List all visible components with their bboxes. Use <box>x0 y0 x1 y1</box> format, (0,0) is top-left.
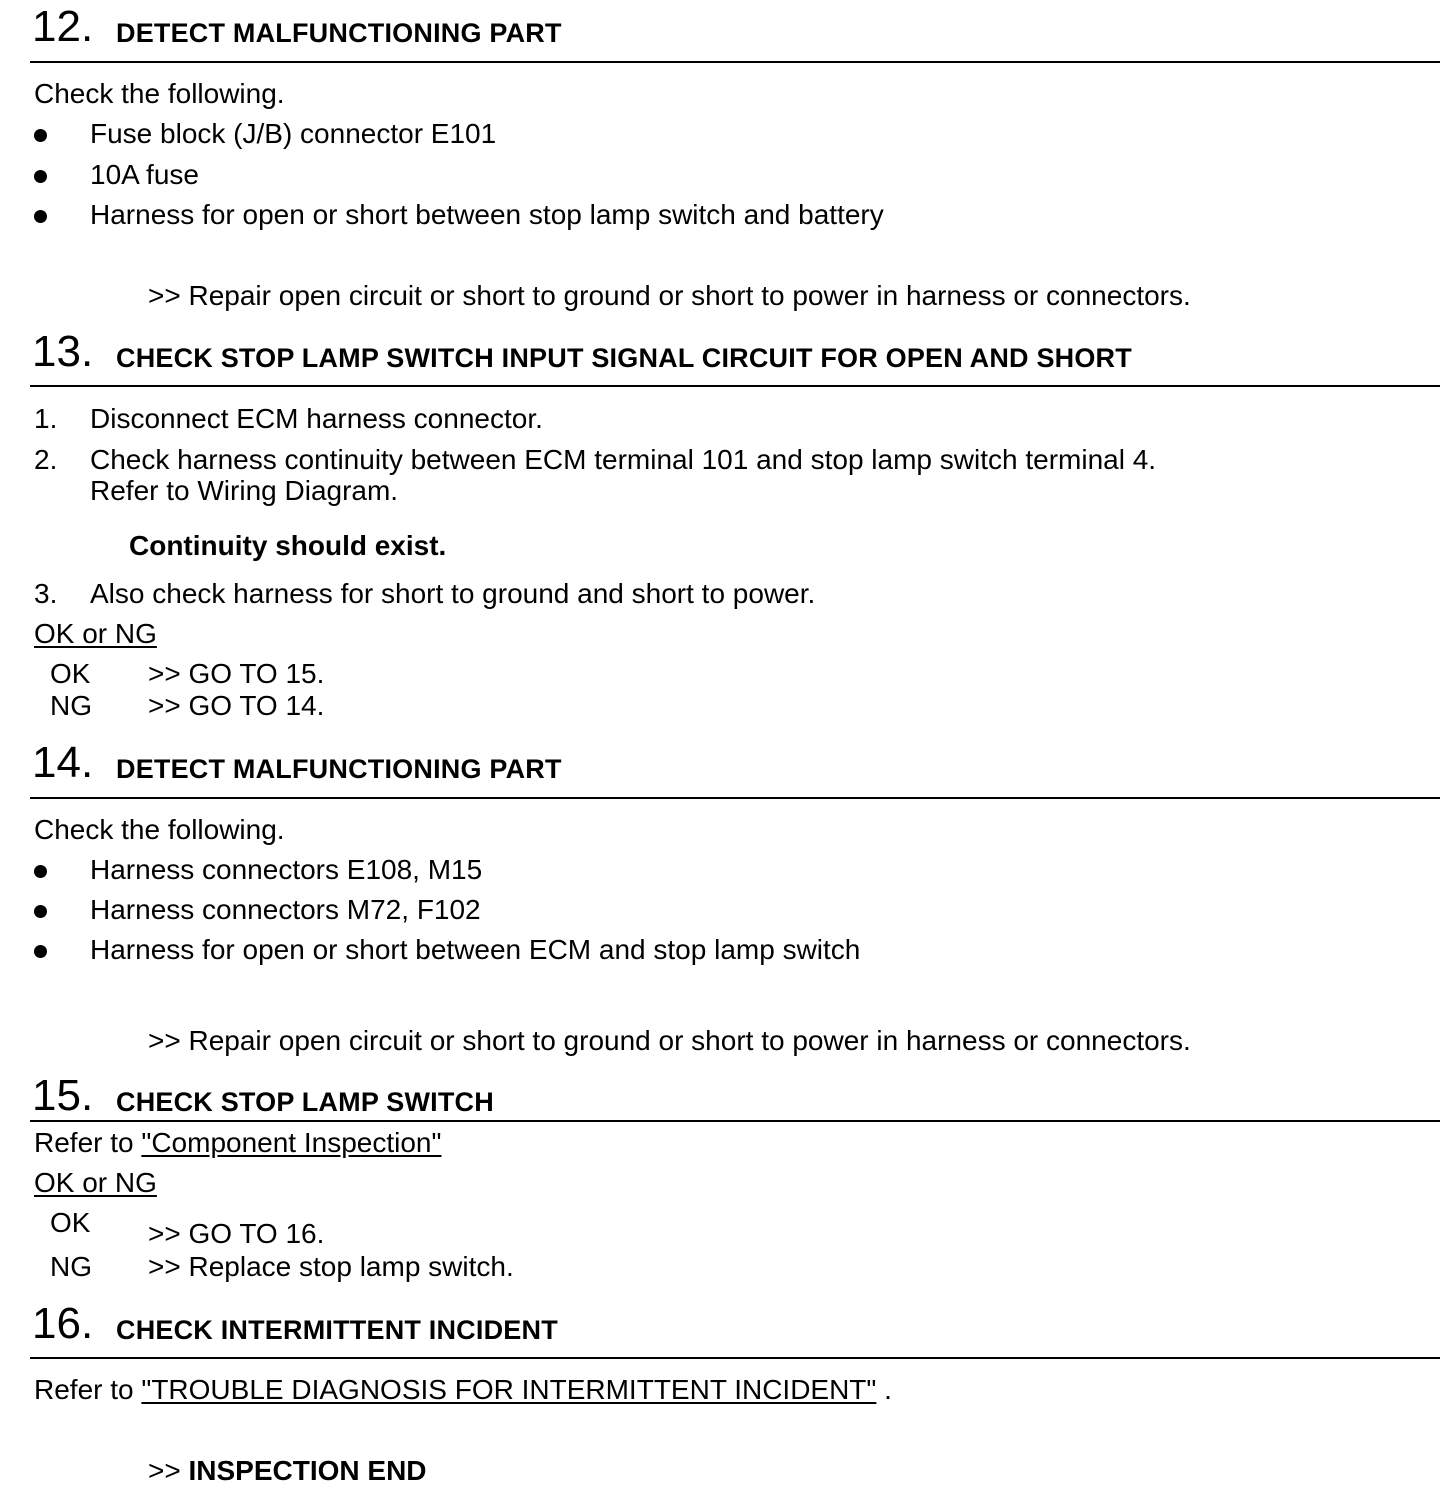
step-16-refer <box>34 1376 892 1404</box>
step-14-item-2: Harness connectors M72, F102 <box>90 894 481 925</box>
step-13-step-3: Also check harness for short to ground and short to power. <box>90 578 816 609</box>
step-13-result-ng-key: NG <box>50 690 92 721</box>
step-15-result-ok-key: OK <box>50 1207 91 1238</box>
step-16-number: 16. <box>32 1299 94 1348</box>
step-13-okng-label: OK or NG <box>34 618 157 649</box>
inspection-end-prefix: >> <box>148 1455 181 1486</box>
step-13-number: 13. <box>32 327 94 376</box>
step-13-step-2-number: 2. <box>34 444 58 475</box>
step-12-rule <box>30 61 1440 63</box>
step-15-result-ng-key: NG <box>50 1251 92 1282</box>
bullet-icon <box>34 905 47 918</box>
step-15-okng-label: OK or NG <box>34 1167 157 1198</box>
component-inspection-link[interactable]: "Component Inspection" <box>141 1127 442 1158</box>
step-15-number: 15. <box>32 1071 94 1120</box>
bullet-icon <box>34 170 47 183</box>
step-15-rule <box>30 1120 1440 1122</box>
bullet-icon <box>34 865 47 878</box>
inspection-end-label: INSPECTION END <box>188 1455 427 1486</box>
step-13-step-2: Check harness continuity between ECM terminal 101 and stop lamp switch terminal 4. <box>90 444 1157 475</box>
step-13-step-2-ref: Refer to Wiring Diagram. <box>90 475 399 506</box>
step-14-item-3: Harness for open or short between ECM and stop lamp switch <box>90 934 861 965</box>
bullet-icon <box>34 129 47 142</box>
inspection-end <box>148 1457 427 1485</box>
trouble-diagnosis-intermittent-link[interactable]: "TROUBLE DIAGNOSIS FOR INTERMITTENT INCIDENT" <box>141 1374 877 1405</box>
step-12-intro: Check the following. <box>34 78 285 109</box>
step-13-step-1: Disconnect ECM harness connector. <box>90 403 543 434</box>
bullet-icon <box>34 945 47 958</box>
step-14-item-1: Harness connectors E108, M15 <box>90 854 483 885</box>
step-16-refer-suffix: . <box>884 1374 892 1405</box>
step-14-intro: Check the following. <box>34 814 285 845</box>
step-15-result-ok: >> GO TO 16. <box>148 1218 325 1249</box>
step-15-result-ng: >> Replace stop lamp switch. <box>148 1251 514 1282</box>
step-15-refer-prefix: Refer to <box>34 1127 134 1158</box>
step-15-title: CHECK STOP LAMP SWITCH <box>116 1087 494 1117</box>
step-12-item-2: 10A fuse <box>90 159 199 190</box>
step-13-title: CHECK STOP LAMP SWITCH INPUT SIGNAL CIRCUIT FOR OPEN AND SHORT <box>116 343 1132 373</box>
step-14-number: 14. <box>32 738 94 787</box>
step-16-refer-prefix: Refer to <box>34 1374 134 1405</box>
step-13-result-ok: >> GO TO 15. <box>148 658 325 689</box>
step-14-action: >> Repair open circuit or short to ground or short to power in harness or connectors. <box>148 1025 1191 1056</box>
step-12-title: DETECT MALFUNCTIONING PART <box>116 18 562 48</box>
step-13-step-3-number: 3. <box>34 578 58 609</box>
step-13-note: Continuity should exist. <box>129 530 447 561</box>
step-15-refer <box>34 1129 441 1157</box>
step-12-item-1: Fuse block (J/B) connector E101 <box>90 118 497 149</box>
step-13-result-ng: >> GO TO 14. <box>148 690 325 721</box>
bullet-icon <box>34 210 47 223</box>
step-14-rule <box>30 797 1440 799</box>
step-13-result-ok-key: OK <box>50 658 91 689</box>
step-13-step-1-number: 1. <box>34 403 58 434</box>
step-12-number: 12. <box>32 2 94 51</box>
step-14-title: DETECT MALFUNCTIONING PART <box>116 754 562 784</box>
step-13-rule <box>30 385 1440 387</box>
step-12-action: >> Repair open circuit or short to ground or short to power in harness or connectors. <box>148 280 1191 311</box>
step-16-rule <box>30 1357 1440 1359</box>
step-12-item-3: Harness for open or short between stop lamp switch and battery <box>90 199 884 230</box>
step-16-title: CHECK INTERMITTENT INCIDENT <box>116 1315 558 1345</box>
